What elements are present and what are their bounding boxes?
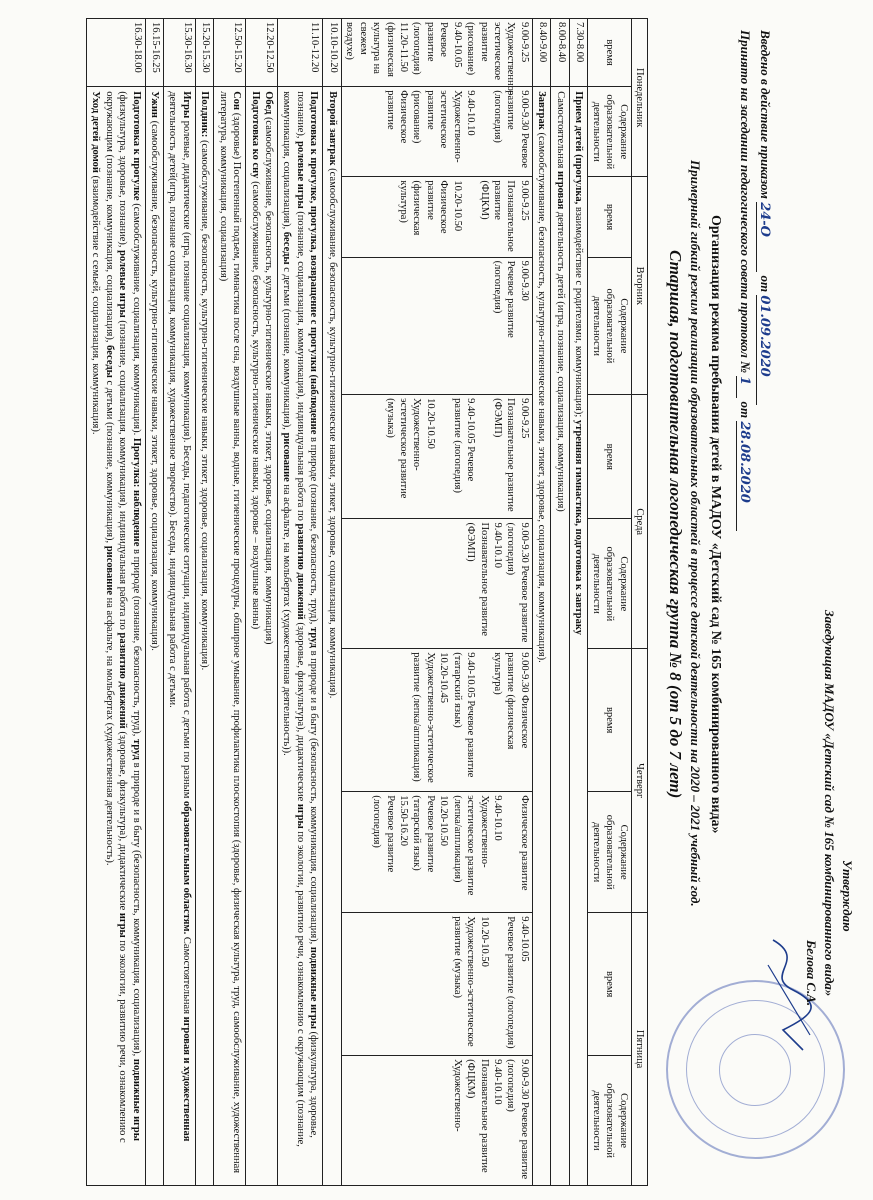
order-date: 01.09.2020 — [756, 295, 772, 405]
row-time: 16.15-16.25 — [145, 19, 163, 87]
row-time: 8.40-9.00 — [532, 19, 550, 87]
protocol-mid: от — [738, 401, 753, 419]
row-time: 15.20-15.30 — [195, 19, 213, 87]
schedule-row — [532, 19, 550, 1186]
schedule-row — [278, 19, 323, 1186]
organization-stamp — [666, 980, 845, 1159]
row-activity: Подготовка к прогулке, прогулка, возвращение с прогулки (наблюдение в природе (познание, безопасность, труд), труд в природе и в быту (безопасность, коммуникация, социализация), подвижные игры (физкультура, здоровье, познание), ролевые игры (познание, социализация, коммуникация), индивидуальная работа по развитию движений (здоровье, физкультура), дидактические игры по экологии, развитию речи, ознакомлению с окружающим (познание, коммуникация, социализация), беседы с детьми (познание, коммуникация), рисование на асфальте, на мольбертах (художественная деятельность)). — [278, 87, 323, 1186]
order-prefix: Введено в действие приказом — [758, 30, 773, 199]
day-header: Среда — [631, 395, 647, 649]
schedule-table — [86, 18, 648, 1186]
row-activity: Прием детей (прогулка, взаимодействие с родителями, коммуникация); утренняя гимнастика, подготовка к завтраку — [569, 87, 587, 1186]
day-header: Пятница — [631, 913, 647, 1186]
protocol-line — [736, 30, 753, 531]
row-activity: Сон (здоровье) Постепенный подъем, гимнастика после сна, воздушные ванны, водные, гигиенические процедуры, обширное умывание, профилактика плоскостопия (здоровье, физическая культура, труд, самообслуживание, художественная литература, коммуникация, социализация) — [214, 87, 246, 1186]
day-header: Понедельник — [631, 19, 647, 177]
content-header: Содержание образовательной деятельности — [588, 792, 631, 913]
monday-lessons: 9.00-9.30 Речевое развитие (логопедия) 9.40-10.10 Художественно-эстетическое развитие (рисование) Физическое развитие — [341, 87, 532, 177]
content-header: Содержание образовательной деятельности — [588, 519, 631, 649]
main-rows — [341, 19, 532, 1186]
wednesday-lessons: 9.00-9.30 Речевое развитие (логопедия) 9.40-10.10 Познавательное развитие (ФЭМП) — [341, 519, 532, 649]
document-header — [645, 0, 873, 1200]
protocol-prefix: Принято на заседании педагогического совета протокол № — [738, 30, 753, 374]
day-header: Четверг — [631, 649, 647, 913]
order-number: 24-О — [756, 202, 772, 272]
time-header: время — [588, 395, 631, 519]
protocol-date: 28.08.2020 — [736, 421, 752, 531]
content-header: Содержание образовательной деятельности — [588, 87, 631, 177]
lesson-row — [341, 19, 532, 1186]
order-line — [756, 30, 773, 405]
schedule-row — [214, 19, 246, 1186]
row-activity: Самостоятельная игровая деятельность детей (игра, познание, социализация, коммуникация) — [551, 87, 569, 1186]
row-time: 12.50-15.20 — [214, 19, 246, 87]
schedule-row — [195, 19, 213, 1186]
row-time: 15.30-16.30 — [164, 19, 196, 87]
thursday-lessons: Физическое развитие 9.40-10.10 Художественно-эстетическое развитие (лепка/аппликация) 10.20-10.50 Речевое развитие (татарский язык) 15.50-16.20 Речевое развитие (логопедия) — [341, 792, 532, 913]
schedule-row — [246, 19, 278, 1186]
content-header: Содержание образовательной деятельности — [588, 1056, 631, 1186]
lesson-time: 9.00-9.25 Художественно-эстетическое развитие (рисование) 9.40-10.05 Речевое развитие (логопедия) 11.20-11.50 (физическая культура на свежем воздухе) — [341, 19, 532, 87]
row-activity: Игры ролевые, дидактические (игра, познание социализация, коммуникация). Беседы, педагогические ситуации, индивидуальная работа с детьми по разным образовательным областям. Самостоятельная игровая и художественная деятельность детей(игра, познание социализация, коммуникация, художественное творчество). Беседы, индивидуальная работа с детьми. — [164, 87, 196, 1186]
row-time: 7.30-8.00 — [569, 19, 587, 87]
content-header: Содержание образовательной деятельности — [588, 257, 631, 395]
tuesday-time: 9.00-9.25 Познавательное развитие (ФЦКМ) 10.20-10.50 Физическое развитие (физическая культура) — [341, 177, 532, 257]
approval-position: Заведующая МАДОУ «Детский сад № 165 комбинированного вида» — [822, 610, 837, 997]
row-time: 11.10-12.20 — [278, 19, 323, 87]
row-time: 12.20-12.50 — [246, 19, 278, 87]
schedule-row — [164, 19, 196, 1186]
order-mid: от — [758, 275, 773, 293]
schedule-row — [569, 19, 587, 1186]
time-header: время — [588, 19, 631, 87]
days-header-row — [631, 19, 647, 1186]
row-activity: Полдник: (самообслуживание, безопасность, культурно-гигиенические навыки, этикет, здоровье, социализация, коммуникация). — [195, 87, 213, 1186]
row-activity: Завтрак (самообслуживание, безопасность, культурно-гигиенические навыки, этикет, здоровье, социализация, коммуникация). — [532, 87, 550, 1186]
schedule-row — [551, 19, 569, 1186]
time-header: время — [588, 913, 631, 1056]
schedule-row — [323, 19, 341, 1186]
thursday-time: 9.00-9.30 Физическое развитие (физическая культура) 9.40-10.05 Речевое развитие (татарский язык) 10.20-10.45 Художественно-эстетическое развитие (лепка/аппликация) — [341, 649, 532, 792]
title-line2: Примерный гибкий режим реализации образовательных областей в процессе детской деятельности на 2020 – 2021 учебный год. — [688, 160, 703, 907]
time-header: время — [588, 649, 631, 792]
row-activity: Подготовка к прогулке (самообслуживание, социализация, коммуникация). Прогулка: наблюдение в природе (познание, безопасность, труд), труд в природе и в быту (безопасность, коммуникация, социализация), подвижные игры (физкультура, здоровье, познание), ролевые игры (познание, социализация, коммуникация), индивидуальная работа по развитию движений (здоровье, физкультура), дидактические игры по экологии, развитию речи, ознакомлению с окружающим (познание, коммуникация, социализация), беседы с детьми (познание, коммуникация), рисование на асфальте, на мольбертах (художественная деятельность). Уход детей домой (взаимодействие с семьей, социализация, коммуникация). — [86, 87, 145, 1186]
day-header: Вторник — [631, 177, 647, 395]
row-time: 10.10-10.20 — [323, 19, 341, 87]
column-header-row — [588, 19, 631, 1186]
schedule-row — [86, 19, 145, 1186]
post-rows — [86, 19, 341, 1186]
time-header: время — [588, 177, 631, 257]
row-time: 8.00-8.40 — [551, 19, 569, 87]
approval-name: Белова С.А. — [804, 940, 819, 1007]
title-line1: Организация режима пребывания детей в МАДОУ «Детский сад № 165 комбинированного вида» — [708, 215, 723, 834]
protocol-number: 1 — [736, 376, 752, 398]
row-activity: Ужин (самообслуживание, безопасность, культурно-гигиенические навыки, этикет, здоровье, социализация, коммуникация). — [145, 87, 163, 1186]
wednesday-time: 9.00-9.25 Познавательное развитие (ФЭМП) 9.40-10.05 Речевое развитие (логопедия) 10.20-10.50 Художественно-эстетическое развитие (музыка) — [341, 395, 532, 519]
row-activity: Второй завтрак (самообслуживание, безопасность, культурно-гигиенические навыки, этикет, здоровье, социализация, коммуникация). — [323, 87, 341, 1186]
friday-time: 9.40-10.05 Речевое развитие (логопедия) 10.20-10.50 Художественно-эстетическое развитие (музыка) — [341, 913, 532, 1056]
pre-rows — [532, 19, 587, 1186]
schedule-row — [145, 19, 163, 1186]
friday-lessons: 9.00-9.30 Речевое развитие (логопедия) 9.40-10.10 Познавательное развитие (ФЦКМ) Художественно- — [341, 1056, 532, 1186]
tuesday-lessons: 9.00-9.30 Речевое развитие (логопедия) — [341, 257, 532, 395]
row-activity: Обед (самообслуживание, безопасность, культурно-гигиенические навыки, этикет, здоровье, социализация, коммуникация) Подготовка ко сну (самообслуживание, безопасность, культурно-гигиенические навыки, здоровье – воздушные ванны) — [246, 87, 278, 1186]
title-line3: Старшая, подготовительная логопедическая группа № 8 (от 5 до 7 лет) — [666, 250, 685, 799]
approval-label: Утверждаю — [840, 860, 855, 932]
row-time: 16.30-18.00 — [86, 19, 145, 87]
